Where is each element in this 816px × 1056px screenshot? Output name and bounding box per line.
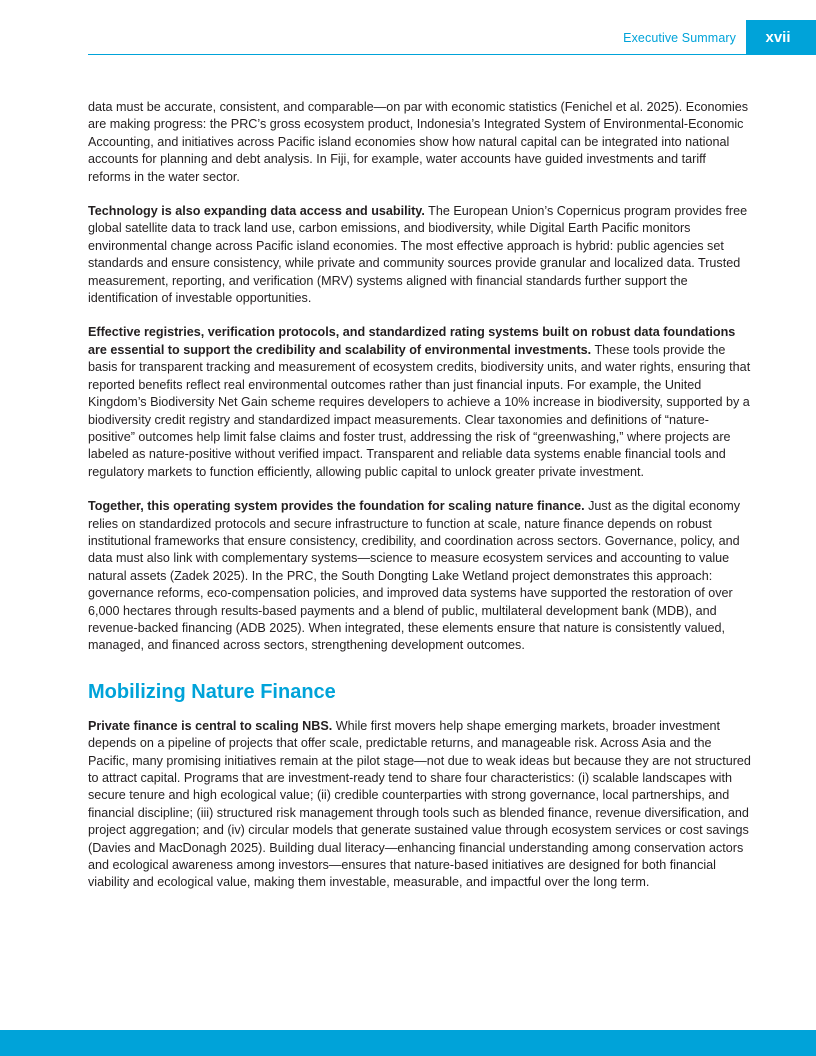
header-rule [88,54,748,55]
paragraph-text: These tools provide the basis for transparent tracking and measurement of ecosystem credits, biodiversity units, and water rights, ensuring that reported benefits reflect real environmental outcomes rather than just financial inputs. For example, the United Kingdom’s Biodiversity Net Gain scheme requires developers to achieve a 10% increase in biodiversity, supported by a biodiversity credit registry and standardized impact measurements. Clear taxonomies and definitions of “nature-positive” outcomes help limit false claims and foster trust, addressing the risk of “greenwashing,” where projects are labeled as nature-positive without verified impact. Transparent and reliable data systems enable financial tools and regulatory markets to function efficiently, allowing public capital to unlock greater private investment. [88,342,751,479]
paragraph-text: Just as the digital economy relies on standardized protocols and secure infrastructure to function at scale, nature finance depends on robust institutional frameworks that ensure consistency, credibility, and coordination across sectors. Governance, policy, and data must also link with complementary systems—science to measure ecosystem services and accounting to value natural assets (Zadek 2025). In the PRC, the South Dongting Lake Wetland project demonstrates this approach: governance reforms, eco-compensation policies, and improved data systems have supported the restoration of over 6,000 hectares through results-based payments and a blend of public, multilateral development bank (MDB), and revenue-backed financing (ADB 2025). When integrated, these elements ensure that nature is consistently valued, managed, and financed across sectors, strengthening development outcomes. [88,499,740,653]
paragraph-lead: Private finance is central to scaling NBS. [88,718,333,733]
paragraph-text: The European Union’s Copernicus program provides free global satellite data to track land use, carbon emissions, and biodiversity, while Digital Earth Pacific monitors environmental change across Pacific island economies. The most effective approach is hybrid: public agencies set standards and ensure consistency, while private and community sources provide granular and localized data. Trusted measurement, reporting, and verification (MRV) systems aligned with financial standards further support the identification of investable opportunities. [88,204,748,306]
paragraph-lead: Technology is also expanding data access and usability. [88,204,425,219]
paragraph-private-finance [88,718,752,892]
paragraph-operating-system [88,498,752,655]
page-body [88,99,752,909]
page-number: xvii [765,29,791,46]
paragraph-continuation: data must be accurate, consistent, and comparable—on par with economic statistics (Fenichel et al. 2025). Economies are making progress: the PRC’s gross ecosystem product, Indonesia’s Integrated System of Environmental-Economic Accounting, and initiatives across Pacific island economies show how natural capital can be integrated into national accounts for planning and debt analysis. In Fiji, for example, water accounts have guided investments and tariff reforms in the water sector. [88,100,749,184]
page-number-tab [746,20,816,55]
paragraph-technology [88,203,752,307]
footer-band [0,1030,816,1056]
paragraph-lead: Together, this operating system provides the foundation for scaling nature finance. [88,499,585,514]
paragraph-registries [88,324,752,481]
section-heading: Mobilizing Nature Finance [88,680,336,703]
running-head: Executive Summary [623,31,736,45]
paragraph-text: While first movers help shape emerging markets, broader investment depends on a pipeline of projects that offer scale, predictable returns, and manageable risk. Across Asia and the Pacific, many promising initiatives remain at the pilot stage—not due to weak ideas but because they are not structured to attract capital. Programs that are investment-ready tend to share four characteristics: (i) scalable landscapes with secure tenure and high ecological value; (ii) credible counterparties with strong governance, local partnerships, and financial discipline; (iii) structured risk management through tools such as blended finance, revenue diversification, and project aggregation; and (iv) circular models that generate sustained value through ecosystem services or cost savings (Davies and MacDonagh 2025). Building dual literacy—enhancing financial understanding among conservation actors and ecological awareness among investors—ensures that nature-based initiatives are designed for both financial viability and ecological value, making them investable, measurable, and impactful over the long term. [88,718,751,890]
paragraph-lead: Effective registries, verification protocols, and standardized rating systems built on robust data foundations are essential to support the credibility and scalability of environmental investments. [88,325,736,357]
